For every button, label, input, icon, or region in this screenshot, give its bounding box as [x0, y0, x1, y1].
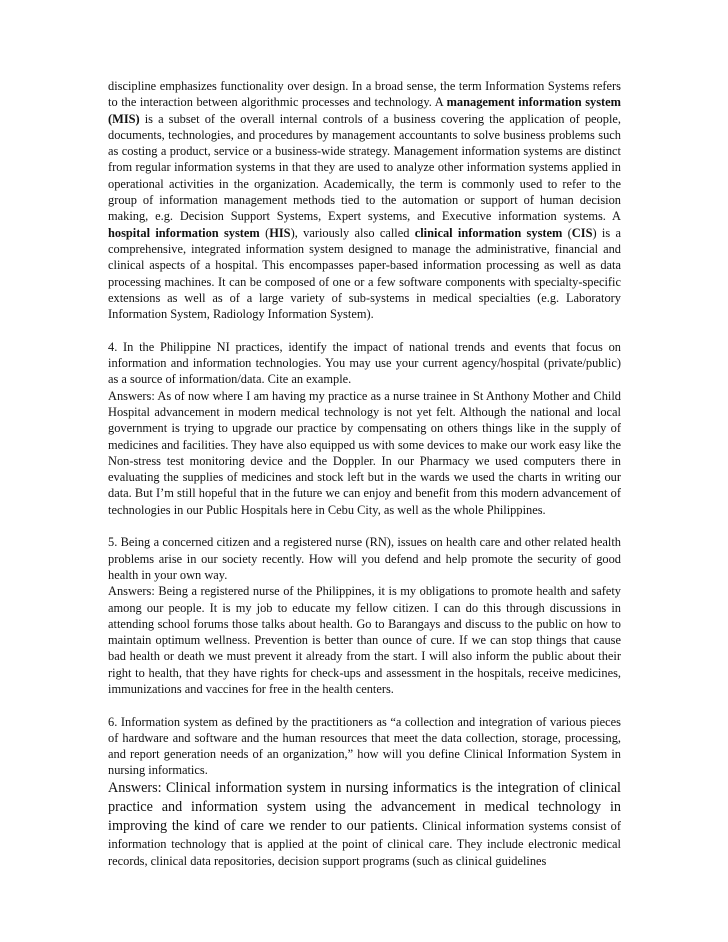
question-5-block: [108, 534, 621, 697]
question-6-block: [108, 714, 621, 869]
term-mis: management information system (MIS): [108, 95, 621, 126]
answer-4: Answers: As of now where I am having my practice as a nurse trainee in St Anthony Mother and Child Hospital advancement in modern medical technology is not yet felt. Although the national and local government is trying to upgrade our practice by compensating on others things like in the supply of medicines and facilities. They have also equipped us with some devices to make our work easy like the Non-stress test monitoring device and the Doppler. In our Pharmacy we used computers there in evaluating the supplies of medicines and stock left but in the wards we used the charts in writing our data. But I’m still hopeful that in the future we can enjoy and benefit from this modern advancement of technologies in our Public Hospitals here in Cebu City, as well as the whole Philippines.: [108, 388, 621, 517]
text-run: ), variously also called: [290, 225, 415, 240]
text-run: discipline emphasizes functionality over design. In a broad sense, the term Information Systems refers to the interaction between algorithmic processes and technology. A: [108, 79, 621, 110]
answer-6-large-text: Answers: Clinical information system in nursing informatics is the integration of clinical practice and information system using the advancement in medical technology in improving the kind of care we render to our patients.: [108, 779, 621, 835]
term-cis: clinical information system: [414, 225, 563, 240]
text-run: (: [259, 225, 270, 240]
term-his: hospital information system: [108, 225, 260, 240]
term-his-abbr: HIS: [269, 225, 291, 240]
answer-6: [108, 779, 621, 869]
question-4: 4. In the Philippine NI practices, identify the impact of national trends and events that focus on information and information technologies. You may use your current agency/hospital (private/public) as a source of information/data. Cite an example.: [108, 339, 621, 387]
text-run: (: [562, 225, 572, 240]
text-run: ) is a comprehensive, integrated information system designed to manage the administrative, financial and clinical aspects of a hospital. This encompasses paper-based information processing as well as data processing machines. It can be composed of one or a few software components with specialty-specific extensions as well as of a large variety of sub-systems in medical specialties (e.g. Laboratory Information System, Radiology Information System).: [108, 225, 621, 322]
paragraph-information-systems: [108, 78, 621, 322]
paragraph-text: [108, 78, 621, 322]
question-5: 5. Being a concerned citizen and a registered nurse (RN), issues on health care and other related health problems arise in our society recently. How will you defend and help promote the security of good health in your own way.: [108, 535, 621, 582]
document-page: [108, 78, 621, 885]
text-run: is a subset of the overall internal controls of a business covering the application of people, documents, technologies, and procedures by management accountants to solve business problems such as costing a product, service or a business-wide strategy. Management information systems are distinct from regular information systems in that they are used to analyze other information systems applied in operational activities in the organization. Academically, the term is commonly used to refer to the group of information management methods tied to the automation or support of human decision making, e.g. Decision Support Systems, Expert systems, and Executive information systems. A: [108, 111, 621, 224]
question-4-block: [108, 339, 621, 518]
answer-5: Answers: Being a registered nurse of the Philippines, it is my obligations to promote health and safety among our people. It is my job to educate my fellow citizen. I can do this through discussions in attending school forums those talks about health. Go to Barangays and discuss to the public on how to maintain optimum wellness. Prevention is better than ounce of cure. If we can stop things that cause bad health or death we must prevent it already from the start. I will also inform the public about their right to health, that they have rights for check-ups and assessment in the hospitals, receive medicines, immunizations and vaccines for free in the health centers.: [108, 584, 621, 696]
answer-6-text: Clinical information systems consist of information technology that is applied at the point of clinical care. They include electronic medical records, clinical data repositories, decision support programs (such as clinical guidelines: [108, 819, 621, 868]
term-cis-abbr: CIS: [571, 225, 593, 240]
question-6: 6. Information system as defined by the practitioners as “a collection and integration of various pieces of hardware and software and the human resources that meet the data collection, storage, processing, and report generation needs of an organization,” how will you define Clinical Information System in nursing informatics.: [108, 714, 621, 778]
